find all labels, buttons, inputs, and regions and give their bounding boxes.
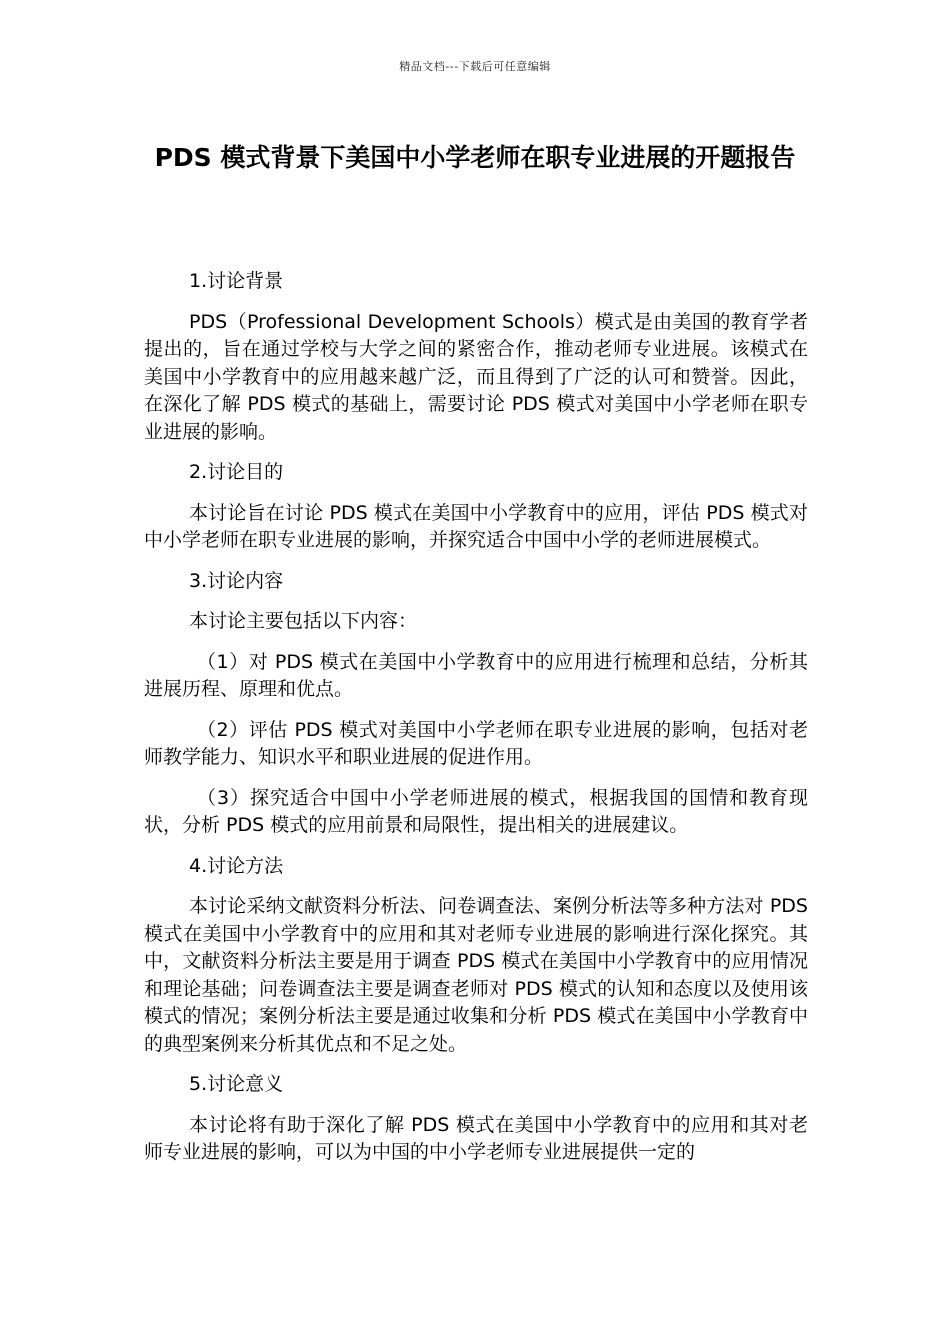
section-5-paragraph: 本讨论将有助于深化了解 PDS 模式在美国中小学教育中的应用和其对老师专业进展的影响，可以为中国的中小学老师专业进展提供一定的 [144, 1113, 808, 1163]
document-title: PDS 模式背景下美国中小学老师在职专业进展的开题报告 [154, 143, 796, 172]
section-2-heading: 2.讨论目的 [189, 461, 284, 483]
section-3-heading: 3.讨论内容 [189, 569, 284, 592]
section-3-item-2: （2）评估 PDS 模式对美国中小学老师在职专业进展的影响，包括对老师教学能力、知识水平和职业进展的促进作用。 [144, 718, 808, 768]
header-note: 精品文档---下载后可任意编辑 [399, 60, 551, 73]
section-4-heading: 4.讨论方法 [189, 854, 284, 877]
section-2-paragraph: 本讨论旨在讨论 PDS 模式在美国中小学教育中的应用，评估 PDS 模式对中小学老师在职专业进展的影响，并探究适合中国中小学的老师进展模式。 [144, 501, 808, 551]
section-1-paragraph: PDS（Professional Development Schools）模式是由美国的教育学者提出的，旨在通过学校与大学之间的紧密合作，推动老师专业进展。该模式在美国中小学教育中的应用越来越广泛，而且得到了广泛的认可和赞誉。因此，在深化了解 PDS 模式的基础上，需要讨论 PDS 模式对美国中小学老师在职专业进展的影响。 [144, 310, 808, 443]
section-1-heading: 1.讨论背景 [189, 270, 284, 292]
document-body [144, 268, 808, 1167]
section-3-item-1: （1）对 PDS 模式在美国中小学教育中的应用进行梳理和总结，分析其进展历程、原理和优点。 [144, 650, 808, 700]
section-3-intro: 本讨论主要包括以下内容： [189, 610, 418, 632]
section-4-paragraph: 本讨论采纳文献资料分析法、问卷调查法、案例分析法等多种方法对 PDS 模式在美国中小学教育中的应用和其对老师专业进展的影响进行深化探究。其中，文献资料分析法主要是用于调查 PDS 模式在美国中小学教育中的应用情况和理论基础；问卷调查法主要是调查老师对 PDS 模式的认知和态度以及使用该模式的情况；案例分析法主要是通过收集和分析 PDS 模式在美国中小学教育中的典型案例来分析其优点和不足之处。 [144, 895, 808, 1055]
section-5-heading: 5.讨论意义 [189, 1073, 284, 1095]
section-3-item-3: （3）探究适合中国中小学老师进展的模式，根据我国的国情和教育现状，分析 PDS 模式的应用前景和局限性，提出相关的进展建议。 [144, 786, 808, 836]
